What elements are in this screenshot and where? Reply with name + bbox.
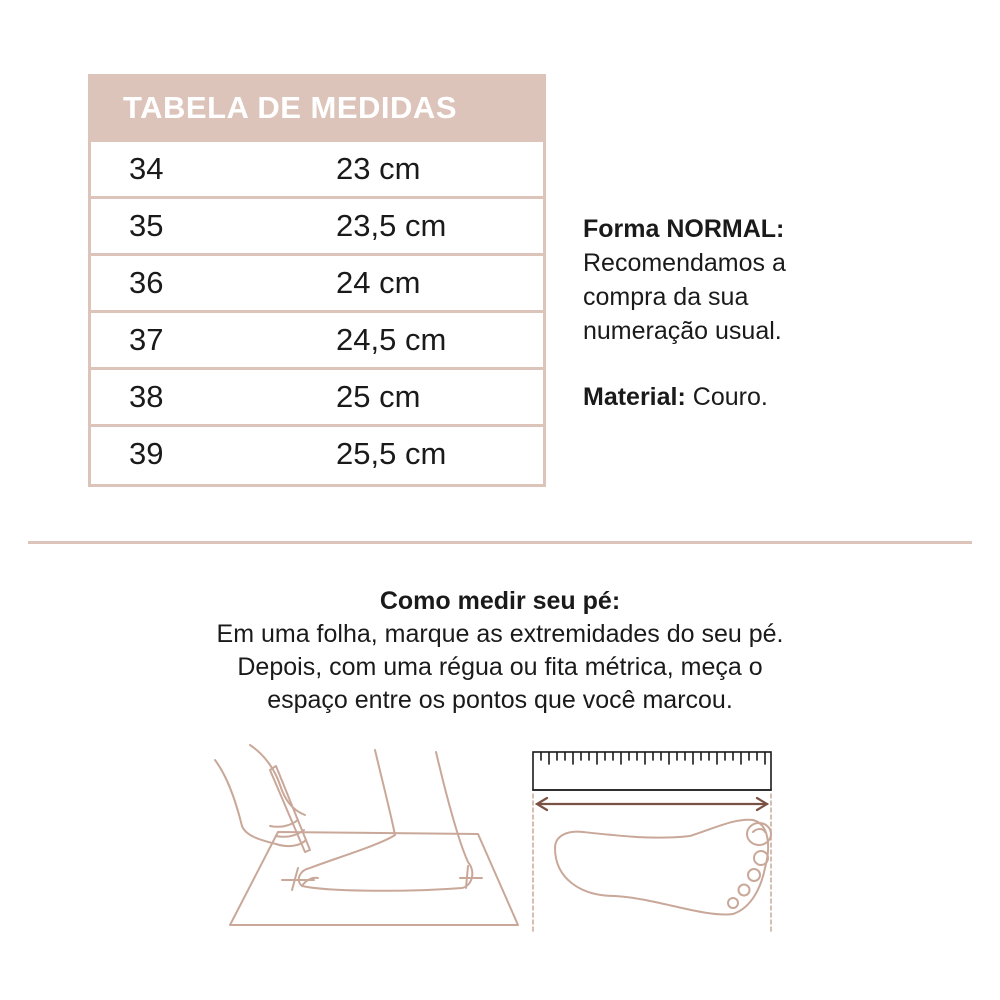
material-line [583,380,983,414]
measure-arrow-icon [537,798,767,810]
table-title: TABELA DE MEDIDAS [91,77,543,139]
howto-line-2: Depois, com uma régua ou fita métrica, meça o [237,653,763,681]
row-size: 38 [129,379,164,414]
table-row [91,196,543,253]
row-length: 24,5 cm [336,322,447,357]
table-row [91,310,543,367]
row-length: 24 cm [336,265,421,300]
row-length: 23 cm [336,151,421,186]
foot-outline-illustration [555,820,771,915]
row-length: 23,5 cm [336,208,447,243]
howto-line-1: Em uma folha, marque as extremidades do seu pé. [216,620,784,648]
row-size: 34 [129,151,164,186]
forma-label: Forma NORMAL: [583,215,785,243]
how-to-measure [0,585,1000,717]
row-size: 39 [129,436,164,471]
forma-text-2: compra da sua [583,283,749,311]
howto-title: Como medir seu pé: [379,587,621,615]
size-table [88,74,546,487]
row-length: 25,5 cm [336,436,447,471]
ruler-foot-illustration [525,748,780,933]
forma-text-1: Recomendamos a [583,249,786,277]
table-row [91,253,543,310]
table-row [91,139,543,196]
table-row [91,367,543,424]
forma-text-3: numeração usual. [583,317,782,345]
hand-marking-foot-illustration [210,740,520,930]
ruler-icon [533,752,771,790]
row-size: 36 [129,265,164,300]
product-info [583,212,983,414]
table-row [91,424,543,481]
row-size: 37 [129,322,164,357]
material-label: Material: [583,383,686,411]
row-size: 35 [129,208,164,243]
row-length: 25 cm [336,379,421,414]
material-value: Couro. [685,383,768,411]
section-divider [28,541,972,544]
howto-line-3: espaço entre os pontos que você marcou. [267,686,733,714]
